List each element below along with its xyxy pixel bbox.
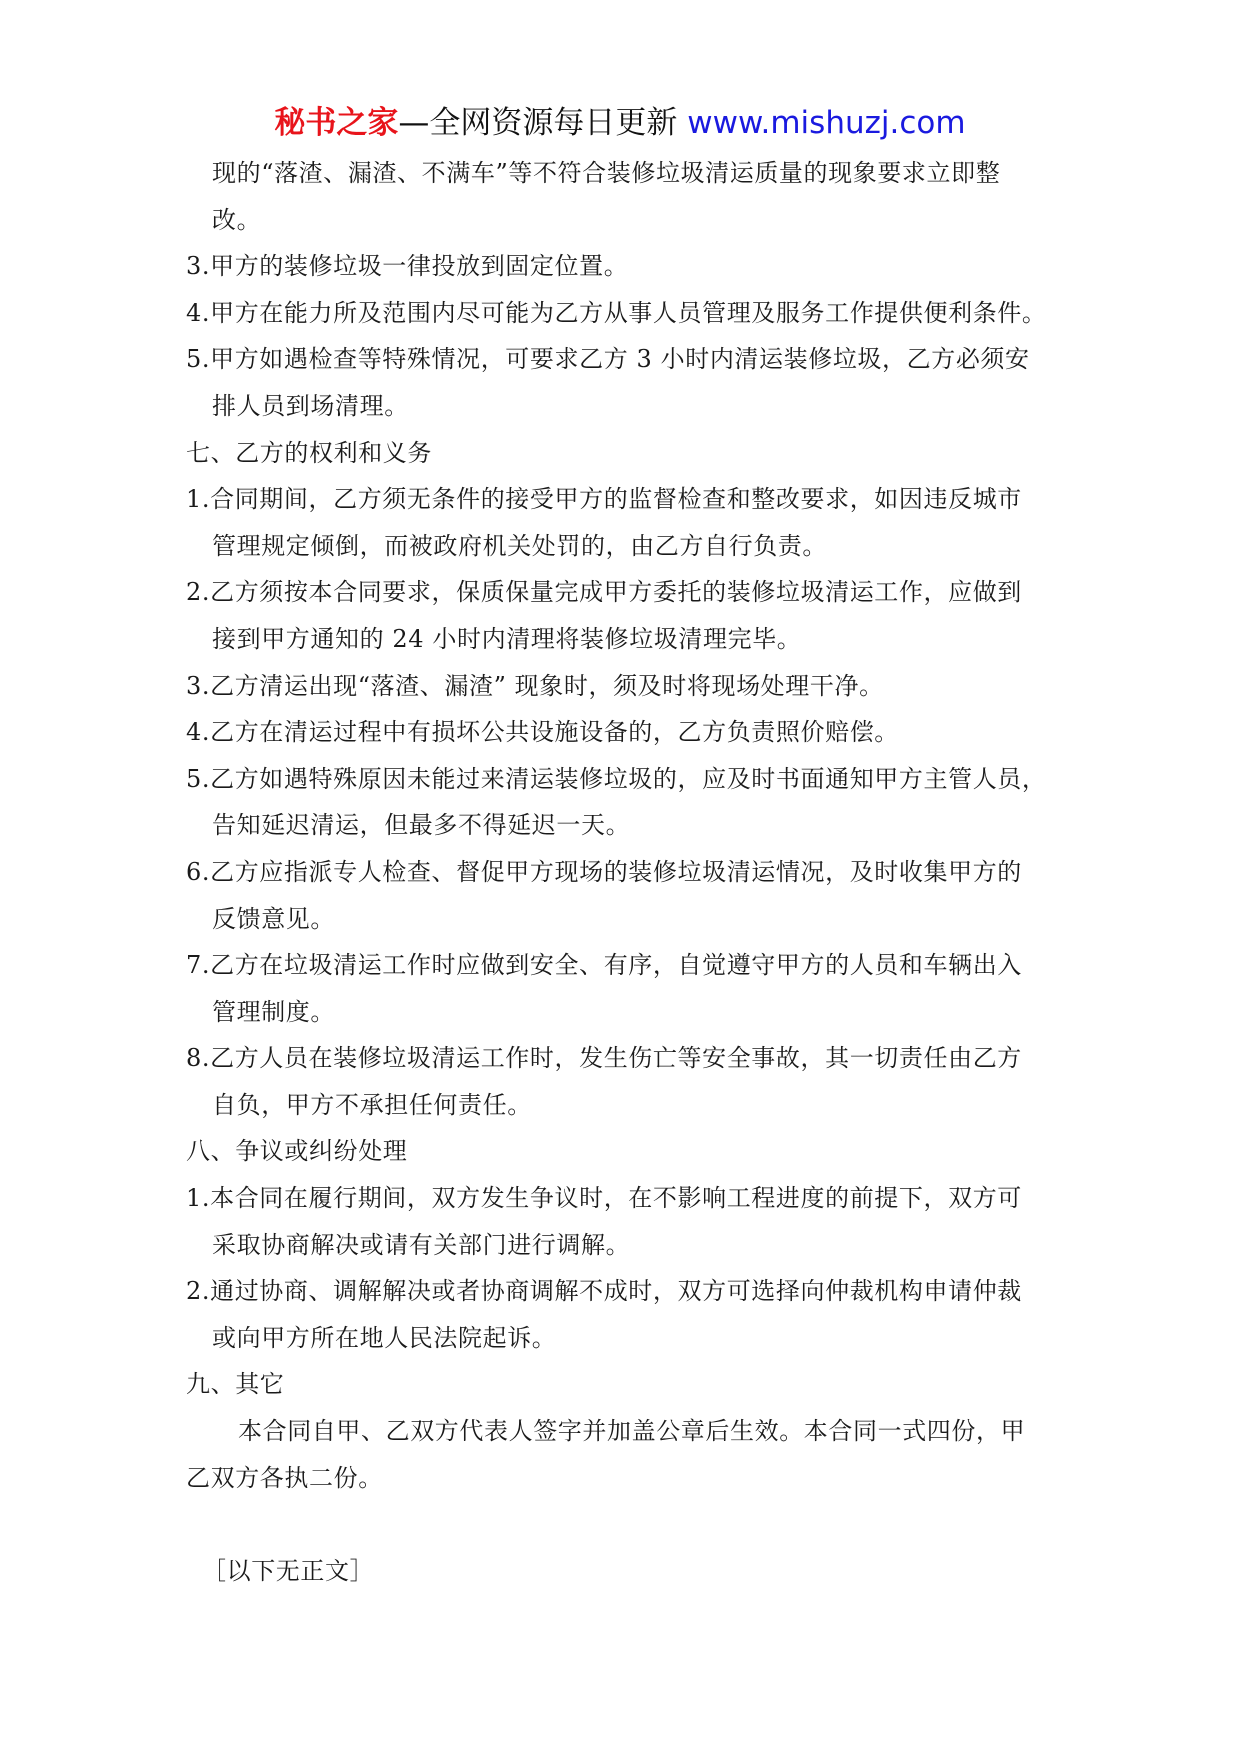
text-line: 管理规定倾倒，而被政府机关处罚的，由乙方自行负责。 — [212, 531, 827, 560]
list-item: 3.甲方的装修垃圾一律投放到固定位置。 — [186, 252, 629, 281]
list-item: 5.甲方如遇检查等特殊情况，可要求乙方 3 小时内清运装修垃圾，乙方必须安 — [186, 345, 1030, 374]
list-item: 2.通过协商、调解解决或者协商调解不成时，双方可选择向仲裁机构申请仲裁 — [186, 1277, 1022, 1306]
document-body — [186, 150, 1066, 1594]
list-item: 4.甲方在能力所及范围内尽可能为乙方从事人员管理及服务工作提供便利条件。 — [186, 298, 1047, 327]
text-line: 管理制度。 — [212, 997, 335, 1026]
text-line: 或向甲方所在地人民法院起诉。 — [212, 1323, 557, 1352]
list-item: 2.乙方须按本合同要求，保质保量完成甲方委托的装修垃圾清运工作，应做到 — [186, 578, 1022, 607]
banner-slogan: —全网资源每日更新 — [398, 105, 678, 141]
text-line: 采取协商解决或请有关部门进行调解。 — [212, 1230, 631, 1259]
text-line: 现的“落渣、漏渣、不满车”等不符合装修垃圾清运质量的现象要求立即整 — [212, 159, 1001, 187]
list-item: 3.乙方清运出现“落渣、漏渣” 现象时，须及时将现场处理干净。 — [186, 671, 884, 700]
text-line: 排人员到场清理。 — [212, 391, 409, 420]
text-line: 反馈意见。 — [212, 904, 335, 933]
blank-line — [186, 1501, 1066, 1548]
list-item: 5.乙方如遇特殊原因未能过来清运装修垃圾的，应及时书面通知甲方主管人员， — [186, 764, 1047, 793]
text-line: 接到甲方通知的 24 小时内清理将装修垃圾清理完毕。 — [212, 624, 802, 653]
site-url-link[interactable]: www.mishuzj.com — [687, 105, 966, 141]
list-item: 8.乙方人员在装修垃圾清运工作时，发生伤亡等安全事故，其一切责任由乙方 — [186, 1044, 1022, 1073]
text-line: 改。 — [212, 205, 262, 234]
list-item: 7.乙方在垃圾清运工作时应做到安全、有序，自觉遵守甲方的人员和车辆出入 — [186, 951, 1022, 980]
section-heading: 七、乙方的权利和义务 — [186, 438, 432, 467]
brand-name: 秘书之家 — [274, 105, 399, 141]
text-line: 告知延迟清运，但最多不得延迟一天。 — [212, 811, 631, 840]
section-heading: 八、争议或纠纷处理 — [186, 1137, 408, 1166]
site-banner — [0, 103, 1240, 143]
list-item: 1.合同期间，乙方须无条件的接受甲方的监督检查和整改要求，如因违反城市 — [186, 485, 1022, 514]
text-line: 乙双方各执二份。 — [186, 1463, 383, 1492]
section-heading: 九、其它 — [186, 1370, 285, 1399]
list-item: 4.乙方在清运过程中有损坏公共设施设备的，乙方负责照价赔偿。 — [186, 718, 899, 747]
text-line: 自负，甲方不承担任何责任。 — [212, 1090, 532, 1119]
list-item: 1.本合同在履行期间，双方发生争议时，在不影响工程进度的前提下，双方可 — [186, 1184, 1022, 1213]
end-note: ［以下无正文］ — [202, 1556, 375, 1585]
paragraph-line: 本合同自甲、乙双方代表人签字并加盖公章后生效。本合同一式四份，甲 — [238, 1417, 1026, 1446]
list-item: 6.乙方应指派专人检查、督促甲方现场的装修垃圾清运情况，及时收集甲方的 — [186, 857, 1022, 886]
